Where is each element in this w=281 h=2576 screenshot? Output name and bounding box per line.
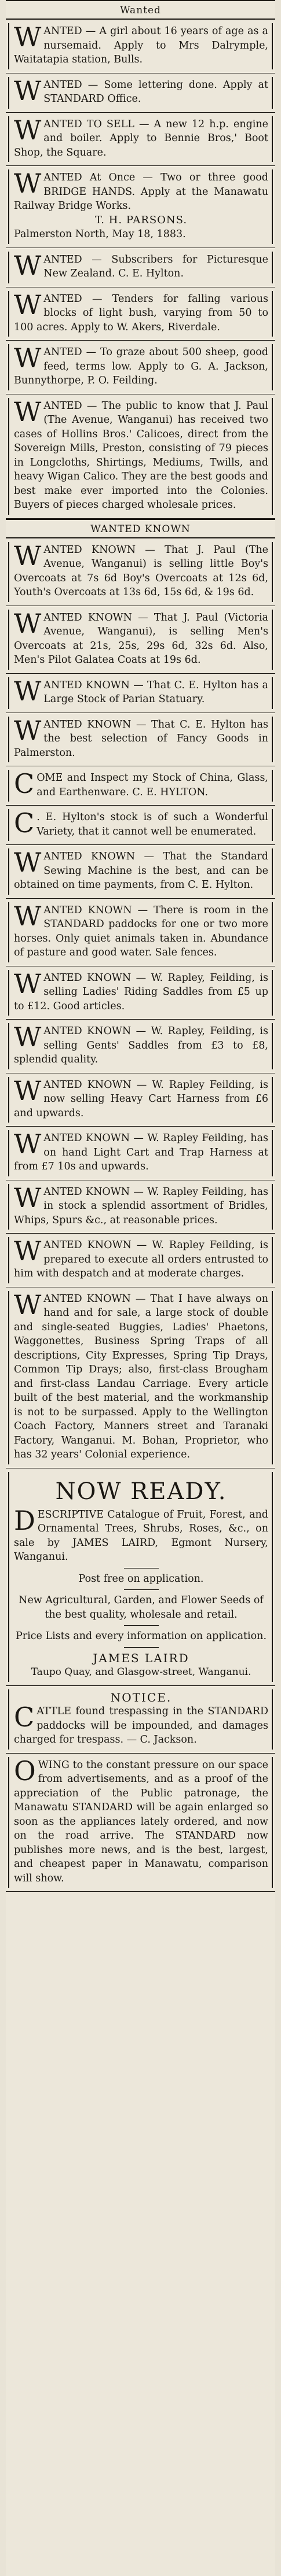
ad-text: ANTED — Tenders for falling various blocks of light bush, varying from 50 to 100 acres. Apply to W. Akers, Riverdale. bbox=[14, 293, 268, 333]
ad-text: ANTED KNOWN — W. Rapley, Feilding, is selling Ladies' Riding Saddles from £5 up to £12. Good articles. bbox=[14, 972, 268, 1012]
ad-text: ANTED TO SELL — A new 12 h.p. engine and boiler. Apply to Bennie Bros,' Boot Shop, the Square. bbox=[14, 118, 268, 158]
divider bbox=[124, 1589, 159, 1590]
drop-cap: W bbox=[14, 847, 42, 878]
ad-tenders-bush bbox=[6, 287, 275, 341]
section-header-wanted-known: WANTED KNOWN bbox=[6, 519, 275, 538]
divider bbox=[124, 1568, 159, 1569]
ad-engine-sale bbox=[6, 113, 275, 167]
ad-cart-harness bbox=[6, 1073, 275, 1127]
drop-cap: W bbox=[14, 75, 42, 106]
ad-trap-harness bbox=[6, 1127, 275, 1180]
drop-cap: W bbox=[14, 675, 42, 707]
ad-fancy-goods bbox=[6, 713, 275, 767]
ad-text: ANTED KNOWN — W. Rapley Feilding, has in stock a splendid assortment of Bridles, Whips, Spurs &c., at reasonable prices. bbox=[14, 1186, 268, 1226]
ad-paul-calicoes bbox=[6, 394, 275, 519]
drop-cap: W bbox=[14, 168, 42, 199]
drop-cap: W bbox=[14, 114, 42, 146]
ad-text: ANTED KNOWN — W. Rapley Feilding, is prepared to execute all orders entrusted to him with despatch and at moderate charges. bbox=[14, 1239, 268, 1279]
ad-text: ANTED KNOWN — W. Rapley Feilding, has on hand Light Cart and Trap Harness at from £7 10s and upwards. bbox=[14, 1132, 268, 1172]
ad-text: ANTED KNOWN — That J. Paul (Victoria Avenue, Wanganui), is selling Men's Overcoats at 21s, 25s, 29s 6d, 32s 6d. Also, Men's Pilot Galatea Coats at 19s 6d. bbox=[14, 611, 268, 666]
drop-cap: W bbox=[14, 249, 42, 281]
ad-owing-space bbox=[6, 1754, 275, 1892]
ad-text: ANTED — Subscribers for Picturesque New Zealand. C. E. Hylton. bbox=[43, 253, 268, 279]
divider bbox=[124, 1647, 159, 1648]
drop-cap: O bbox=[14, 1755, 36, 1787]
ad-graze-sheep bbox=[6, 341, 275, 394]
ad-gents-saddles bbox=[6, 1020, 275, 1073]
ad-bridge-hands bbox=[6, 166, 275, 248]
section-header-wanted: Wanted bbox=[6, 0, 275, 20]
drop-cap: D bbox=[14, 1504, 35, 1536]
ad-ladies-saddles bbox=[6, 966, 275, 1020]
ad-text: OME and Inspect my Stock of China, Glass, and Earthenware. C. E. HYLTON. bbox=[37, 772, 268, 798]
ad-boys-overcoats bbox=[6, 538, 275, 606]
ad-bridles-whips bbox=[6, 1180, 275, 1234]
drop-cap: W bbox=[14, 342, 42, 374]
ad-text: ANTED KNOWN — That C. E. Hylton has the best selection of Fancy Goods in Palmerston. bbox=[14, 718, 268, 759]
ad-parian-statuary bbox=[6, 674, 275, 713]
drop-cap: W bbox=[14, 540, 42, 571]
drop-cap: W bbox=[14, 289, 42, 320]
drop-cap: W bbox=[14, 1075, 42, 1106]
drop-cap: W bbox=[14, 1182, 42, 1213]
drop-cap: C bbox=[14, 1702, 35, 1733]
drop-cap: W bbox=[14, 714, 42, 746]
ad-lettering bbox=[6, 73, 275, 113]
divider bbox=[124, 1625, 159, 1626]
ad-orders-despatch bbox=[6, 1234, 275, 1287]
advertiser-name: JAMES LAIRD bbox=[93, 1651, 189, 1665]
ad-text: ANTED At Once — Two or three good BRIDGE HANDS. Apply at the Manawatu Railway Bridge Works. bbox=[14, 172, 268, 212]
drop-cap: C bbox=[14, 768, 35, 799]
ad-text: ESCRIPTIVE Catalogue of Fruit, Forest, and Ornamental Trees, Shrubs, Roses, &c., on sale by JAMES LAIRD, Egmont Nursery, Wanganui. bbox=[14, 1508, 268, 1563]
drop-cap: W bbox=[14, 900, 42, 932]
ad-text: ANTED KNOWN — That I have always on hand and for sale, a large stock of double and single-seated Buggies, Ladies' Phaetons, Waggonettes, Business Spring Traps of all descriptions, City Expresses, Spring Tip Drays, Common Tip Drays; also, first-class Brougham and first-class Landau Carriage. Every article built of the best material, and the workmanship is not to be surpassed. Apply to the Wellington Coach Factory, Manners street and Taranaki Factory, Wanganui. M. Bohan, Proprietor, who has 32 years' Colonial experience. bbox=[14, 1293, 268, 1460]
dateline: Palmerston North, May 18, 1883. bbox=[14, 228, 186, 240]
drop-cap: C bbox=[14, 807, 35, 839]
ad-subscribers bbox=[6, 248, 275, 287]
drop-cap: W bbox=[14, 1235, 42, 1267]
ad-text: ANTED KNOWN — That the Standard Sewing Machine is the best, and can be obtained on time payments, from C. E. Hylton. bbox=[14, 851, 268, 891]
ad-mens-overcoats bbox=[6, 606, 275, 674]
ad-sewing-machine bbox=[6, 845, 275, 899]
drop-cap: W bbox=[14, 1289, 42, 1320]
ad-text: ANTED — A girl about 16 years of age as a nursemaid. Apply to Mrs Dalrymple, Waitatapia station, Bulls. bbox=[14, 25, 268, 65]
ad-notice-cattle bbox=[6, 1686, 275, 1754]
drop-cap: W bbox=[14, 396, 42, 427]
ad-text: ANTED KNOWN — W. Rapley Feilding, is now selling Heavy Cart Harness from £6 and upwards. bbox=[14, 1079, 268, 1119]
drop-cap: W bbox=[14, 1128, 42, 1160]
ad-text: ANTED — The public to know that J. Paul (The Avenue, Wanganui) has received two cases of Hollins Bros.' Calicoes, direct from the Sovereign Mills, Preston, consisting of 79 pieces in Longcloths, Shirtings, Mediums, Twills, and heavy Wigan Calico. They are the best goods and best make ever imported into the Colonies. Buyers of pieces charged wholesale prices. bbox=[14, 400, 268, 511]
ad-hylton-variety bbox=[6, 806, 275, 845]
ad-text: . E. Hylton's stock is of such a Wonderful Variety, that it cannot well be enumerated. bbox=[37, 811, 268, 837]
ad-text: ANTED — To graze about 500 sheep, good feed, terms low. Apply to G. A. Jackson, Bunnythorpe, P. O. Feilding. bbox=[14, 346, 268, 386]
ad-paddocks-room bbox=[6, 899, 275, 966]
drop-cap: W bbox=[14, 1021, 42, 1053]
advertiser-address: Taupo Quay, and Glasgow-street, Wanganui. bbox=[31, 1666, 251, 1678]
ad-buggies-carriages bbox=[6, 1287, 275, 1468]
seeds-line: New Agricultural, Garden, and Flower Seeds of the best quality, wholesale and retail. bbox=[19, 1595, 264, 1621]
price-lists-line: Price Lists and every information on application. bbox=[15, 1630, 267, 1642]
ad-girl-nursemaid bbox=[6, 20, 275, 73]
ad-text: ANTED KNOWN — There is room in the STANDARD paddocks for one or two more horses. Only quiet animals taken in. Abundance of pasture and good water. Sale fences. bbox=[14, 904, 268, 958]
ad-text: ANTED KNOWN — W. Rapley, Feilding, is selling Gents' Saddles from £3 to £8, splendid quality. bbox=[14, 1025, 268, 1065]
ad-text: ATTLE found trespassing in the STANDARD paddocks will be impounded, and damages charged for trespass. — C. Jackson. bbox=[14, 1706, 268, 1745]
ad-now-ready bbox=[6, 1468, 275, 1686]
newspaper-column bbox=[6, 0, 275, 2576]
signature: T. H. PARSONS. bbox=[94, 213, 188, 226]
drop-cap: W bbox=[14, 968, 42, 999]
ad-text: ANTED — Some lettering done. Apply at STANDARD Office. bbox=[43, 79, 268, 105]
ad-china-glass bbox=[6, 766, 275, 806]
drop-cap: W bbox=[14, 21, 42, 53]
notice-heading: NOTICE. bbox=[110, 1690, 172, 1704]
ad-text: WING to the constant pressure on our space from advertisements, and as a proof of the appreciation of the Public patronage, the Manawatu STANDARD will be again enlarged so soon as the appliances lately ordered, and now on the road arrive. The STANDARD now publishes more news, and is the best, largest, and cheapest paper in Manawatu, comparison will show. bbox=[14, 1759, 268, 1884]
post-free-line: Post free on application. bbox=[78, 1573, 204, 1585]
ad-text: ANTED KNOWN — That J. Paul (The Avenue, Wanganui) is selling little Boy's Overcoats at 7s 6d Boy's Overcoats at 12s 6d, Youth's Overcoats at 13s 6d, 15s 6d, & 19s 6d. bbox=[14, 544, 268, 598]
drop-cap: W bbox=[14, 607, 42, 639]
ad-text: ANTED KNOWN — That C. E. Hylton has a Large Stock of Parian Statuary. bbox=[43, 679, 268, 705]
now-ready-heading: NOW READY. bbox=[55, 1478, 227, 1505]
